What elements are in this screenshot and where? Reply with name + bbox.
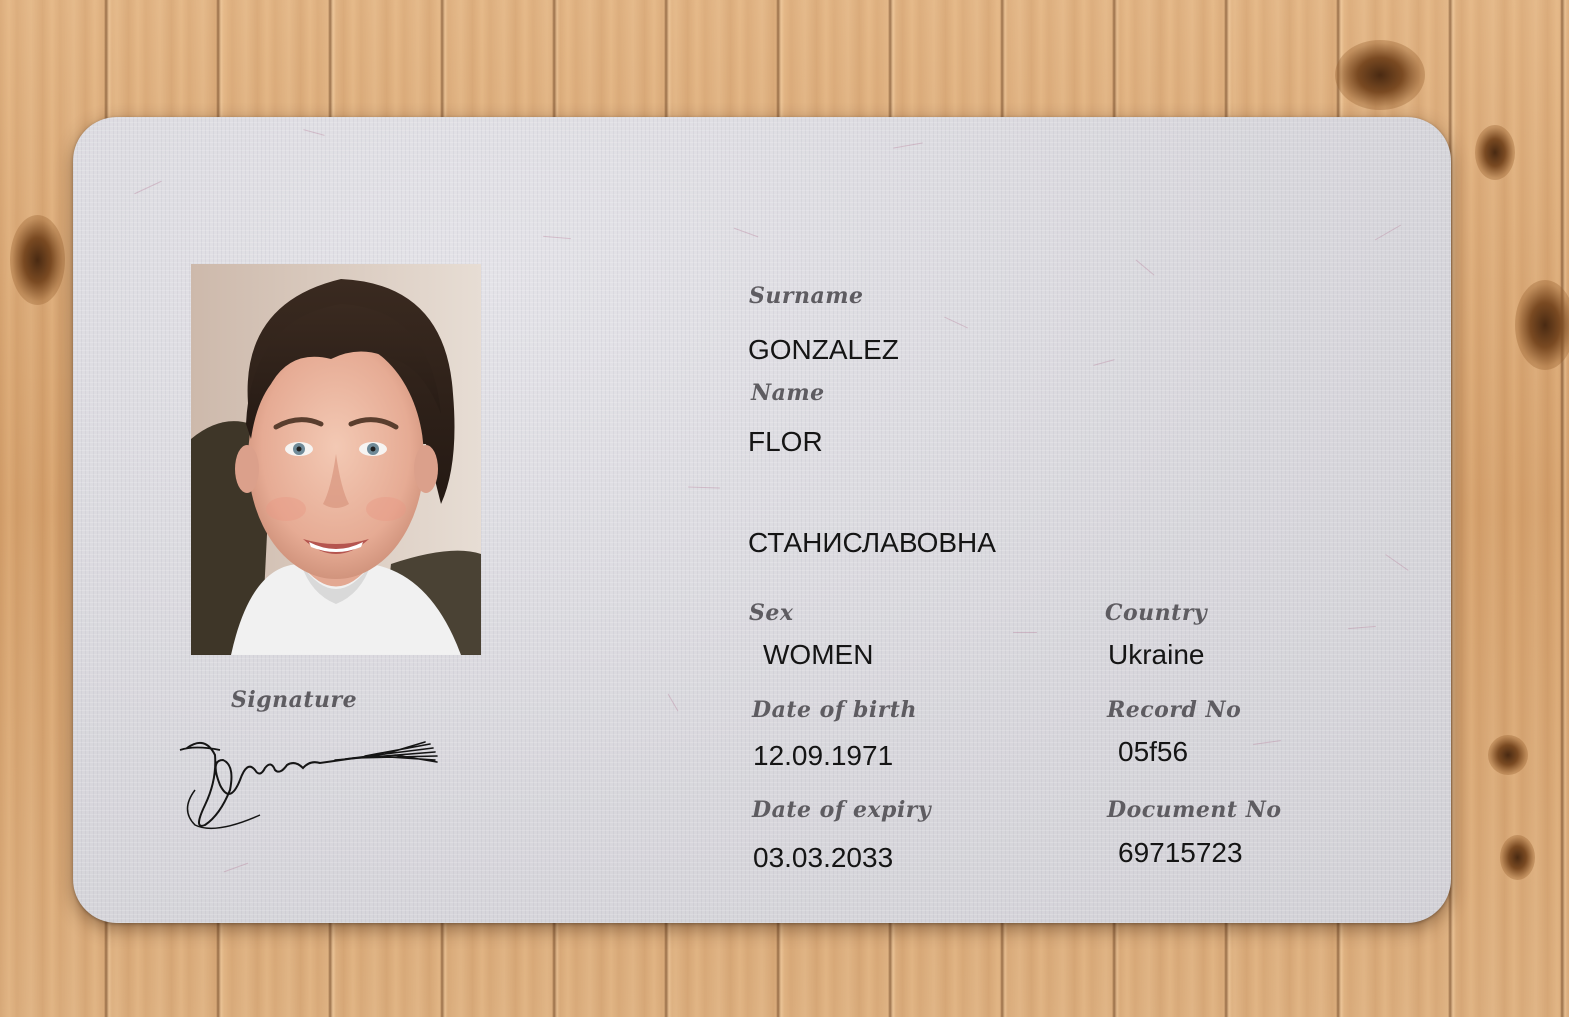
paper-fiber <box>1013 632 1037 633</box>
wood-knot <box>1488 735 1528 775</box>
wood-knot <box>1500 835 1535 880</box>
paper-fiber <box>303 129 325 136</box>
wood-knot <box>10 215 65 305</box>
paper-fiber <box>1093 359 1115 366</box>
sex-label: Sex <box>749 600 794 626</box>
holder-signature-icon <box>175 730 445 835</box>
country-label: Country <box>1105 600 1208 626</box>
date-of-expiry-value: 03.03.2033 <box>753 842 894 873</box>
paper-fiber <box>893 142 923 148</box>
paper-fiber <box>668 694 679 712</box>
paper-fiber <box>944 317 968 329</box>
paper-fiber <box>688 486 720 488</box>
paper-fiber <box>734 228 759 238</box>
surname-label: Surname <box>749 283 864 309</box>
document-no-value: 69715723 <box>1118 837 1243 868</box>
name-label: Name <box>751 380 825 406</box>
holder-photo <box>191 264 481 655</box>
paper-fiber <box>543 236 571 239</box>
patronymic-value: СТАНИСЛАВОВНА <box>748 527 996 558</box>
wood-knot <box>1475 125 1515 180</box>
paper-fiber <box>1253 740 1281 745</box>
surname-value: GONZALEZ <box>748 334 899 365</box>
document-no-label: Document No <box>1107 797 1282 823</box>
date-of-birth-value: 12.09.1971 <box>753 740 894 771</box>
wood-knot <box>1335 40 1425 110</box>
date-of-birth-label: Date of birth <box>752 697 917 723</box>
paper-fiber <box>134 181 162 195</box>
paper-fiber <box>1385 554 1409 571</box>
record-no-label: Record No <box>1107 697 1242 723</box>
paper-fiber <box>224 863 249 873</box>
paper-fiber <box>1135 259 1154 275</box>
signature-label: Signature <box>231 687 358 713</box>
person-portrait-icon <box>191 264 481 655</box>
wood-knot <box>1515 280 1569 370</box>
paper-fiber <box>1348 626 1376 629</box>
record-no-value: 05f56 <box>1118 736 1189 767</box>
name-value: FLOR <box>748 426 823 457</box>
sex-value: WOMEN <box>763 639 874 670</box>
date-of-expiry-label: Date of expiry <box>752 797 932 823</box>
paper-fiber <box>1375 225 1401 241</box>
country-value: Ukraine <box>1108 639 1205 670</box>
